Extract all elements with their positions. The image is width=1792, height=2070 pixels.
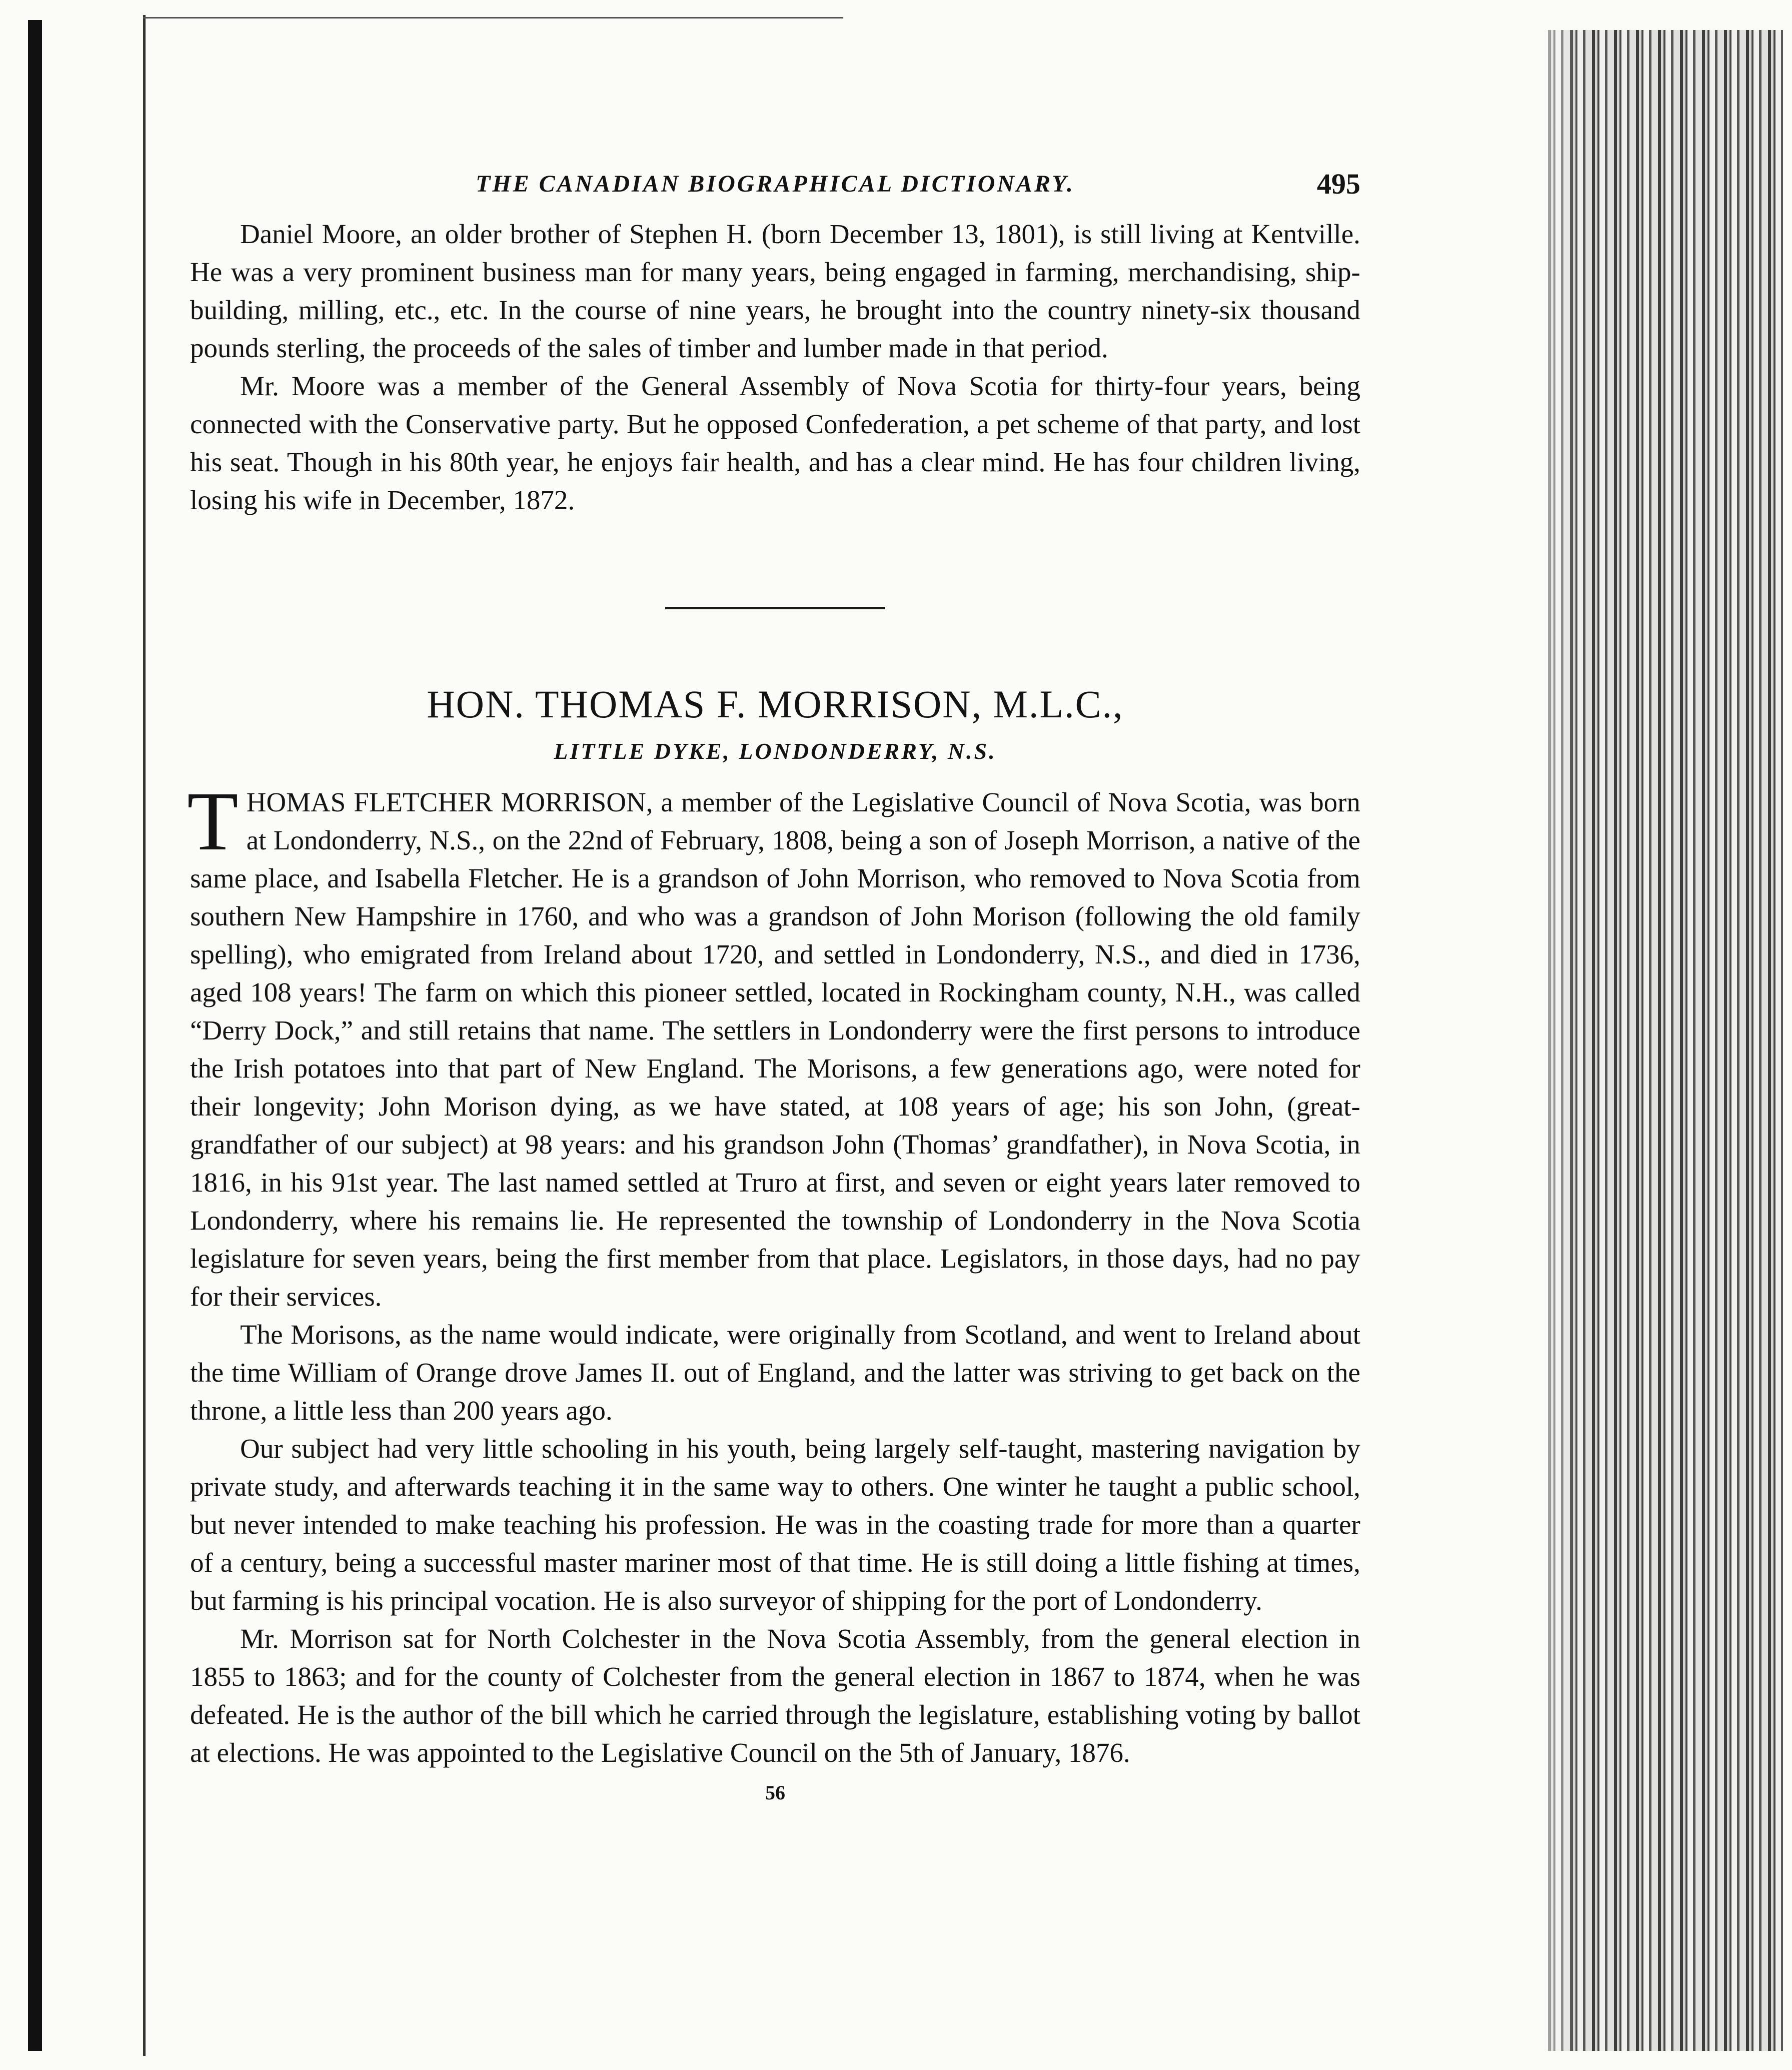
- morrison-paragraph-2: The Morisons, as the name would indicate, were originally from Scotland, and went to Ireland about the time William of Orange drove James II. out of England, and the latter was striving to get back on the throne, a little less than 200 years ago.: [190, 1319, 1360, 1426]
- morrison-paragraph-4: Mr. Morrison sat for North Colchester in the Nova Scotia Assembly, from the general election in 1855 to 1863; and for the county of Colchester from the general election in 1867 to 1874, when he was defeated. He is the author of the bill which he carried through the legislature, establishing voting by ballot at elections. He was appointed to the Legislative Council on the 5th of January, 1876.: [190, 1623, 1360, 1768]
- scan-top-rule: [143, 17, 843, 19]
- lead-caps: HOMAS FLETCHER MORRISON,: [246, 787, 653, 817]
- page-content: [187, 168, 1361, 1804]
- signature-mark: 56: [765, 1781, 785, 1804]
- entry-title: HON. THOMAS F. MORRISON, M.L.C.,: [427, 682, 1124, 726]
- page-header: [190, 170, 1360, 215]
- entry-subtitle: LITTLE DYKE, LONDONDERRY, N.S.: [554, 738, 997, 764]
- running-head: THE CANADIAN BIOGRAPHICAL DICTIONARY.: [476, 171, 1075, 197]
- morrison-paragraph-3: Our subject had very little schooling in his youth, being largely self-taught, mastering navigation by private study, and afterwards teaching it in the same way to others. One winter he taught a public school, but never intended to make teaching his profession. He was in the coasting trade for more than a quarter of a century, being a successful master mariner most of that time. He is still doing a little fishing at times, but farming is his principal vocation. He is also surveyor of shipping for the port of Londonderry.: [190, 1433, 1360, 1616]
- scan-page-edges: [1548, 30, 1783, 2051]
- scan-binding-shadow: [28, 20, 42, 2051]
- moore-paragraph-1: Daniel Moore, an older brother of Stephen H. (born December 13, 1801), is still living at Kentville. He was a very prominent business man for many years, being engaged in farming, merchandising, ship-building, milling, etc., etc. In the course of nine years, he brought into the country ninety-six thousand pounds sterling, the proceeds of the sales of timber and lumber made in that period.: [190, 219, 1360, 363]
- drop-cap: T: [187, 775, 239, 868]
- paragraph-1-text: a member of the Legislative Council of Nova Scotia, was born at Londonderry, N.S., on the 22nd of February, 1808, being a son of Joseph Morrison, a native of the same place, and Isabella Fletcher. He is a grandson of John Morrison, who removed to Nova Scotia from southern New Hampshire in 1760, and who was a grandson of John Morison (following the old family spelling), who emigrated from Ireland about 1720, and settled in Londonderry, N.S., and died in 1736, aged 108 years! The farm on which this pioneer settled, located in Rockingham county, N.H., was called “Derry Dock,” and still retains that name. The settlers in Londonderry were the first persons to introduce the Irish potatoes into that part of New England. The Morisons, a few generations ago, were noted for their longevity; John Morison dying, as we have stated, at 108 years of age; his son John, (great-grandfather of our subject) at 98 years: and his grandson John (Thomas’ grandfather), in Nova Scotia, in 1816, in his 91st year. The last named settled at Truro at first, and seven or eight years later removed to Londonderry, where his remains lie. He represented the township of Londonderry in the Nova Scotia legislature for seven years, being the first member from that place. Legislators, in those days, had no pay for their services.: [190, 787, 1361, 1312]
- scan-page-edge-fade: [1520, 30, 1580, 2051]
- moore-paragraph-2: Mr. Moore was a member of the General Assembly of Nova Scotia for thirty-four years, being connected with the Conservative party. But he opposed Confederation, a pet scheme of that party, and lost his seat. Though in his 80th year, he enjoys fair health, and has a clear mind. He has four children living, losing his wife in December, 1872.: [190, 371, 1360, 515]
- page-number: 495: [1317, 168, 1360, 200]
- scan-inner-rule: [143, 15, 146, 2056]
- morrison-paragraph-1: [187, 775, 1361, 1316]
- section-divider: [665, 607, 885, 609]
